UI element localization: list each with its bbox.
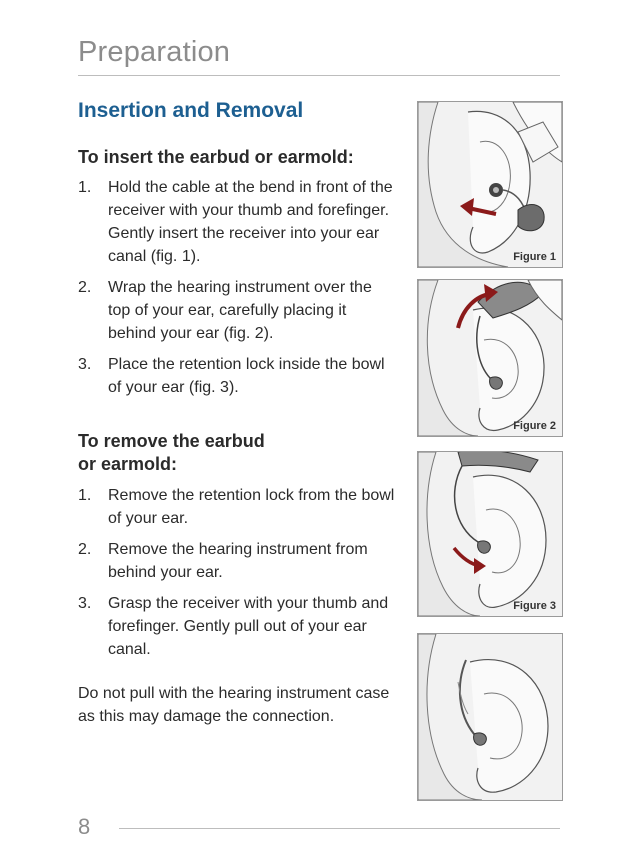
step-number: 3. — [78, 595, 92, 612]
list-item — [78, 176, 398, 268]
step-text: Remove the retention lock from the bowl of your ear. — [108, 487, 395, 527]
figure-1 — [417, 101, 563, 268]
step-text: Hold the cable at the bend in front of the receiver with your thumb and forefinger. Gently insert the receiver into your ear canal (fig. 1). — [108, 179, 393, 265]
figure-4 — [417, 633, 563, 801]
figure-label: Figure 2 — [513, 420, 556, 432]
remove-heading-line-1: To remove the earbud — [78, 431, 265, 451]
header-divider — [78, 75, 560, 76]
step-number: 1. — [78, 487, 92, 504]
list-item — [78, 538, 398, 584]
remove-steps-list — [78, 484, 398, 669]
step-number: 1. — [78, 179, 92, 196]
remove-heading-line-2: or earmold: — [78, 454, 178, 474]
caution-note: Do not pull with the hearing instrument case as this may damage the connection. — [78, 685, 390, 725]
list-item — [78, 353, 398, 399]
figure-2-illustration — [418, 280, 562, 436]
figure-label: Figure 3 — [513, 600, 556, 612]
step-text: Wrap the hearing instrument over the top of your ear, carefully placing it behind your ear (fig. 2). — [108, 279, 372, 342]
figure-3 — [417, 451, 563, 617]
figure-4-illustration — [418, 634, 562, 800]
step-text: Place the retention lock inside the bowl of your ear (fig. 3). — [108, 356, 385, 396]
step-number: 2. — [78, 541, 92, 558]
page-number: 8 — [78, 814, 91, 839]
list-item — [78, 592, 398, 661]
figure-1-illustration — [418, 102, 562, 267]
page-subtitle: Insertion and Removal — [78, 99, 304, 122]
step-number: 3. — [78, 356, 92, 373]
list-item — [78, 276, 398, 345]
figure-3-illustration — [418, 452, 562, 616]
list-item — [78, 484, 398, 530]
step-text: Remove the hearing instrument from behind your ear. — [108, 541, 368, 581]
insert-heading: To insert the earbud or earmold: — [78, 147, 354, 167]
step-number: 2. — [78, 279, 92, 296]
step-text: Grasp the receiver with your thumb and forefinger. Gently pull out of your ear canal. — [108, 595, 389, 658]
footer-divider — [119, 828, 560, 829]
remove-heading — [78, 430, 265, 476]
section-title: Preparation — [78, 36, 231, 68]
figure-label: Figure 1 — [513, 251, 556, 263]
figure-2 — [417, 279, 563, 437]
insert-steps-list — [78, 176, 398, 407]
